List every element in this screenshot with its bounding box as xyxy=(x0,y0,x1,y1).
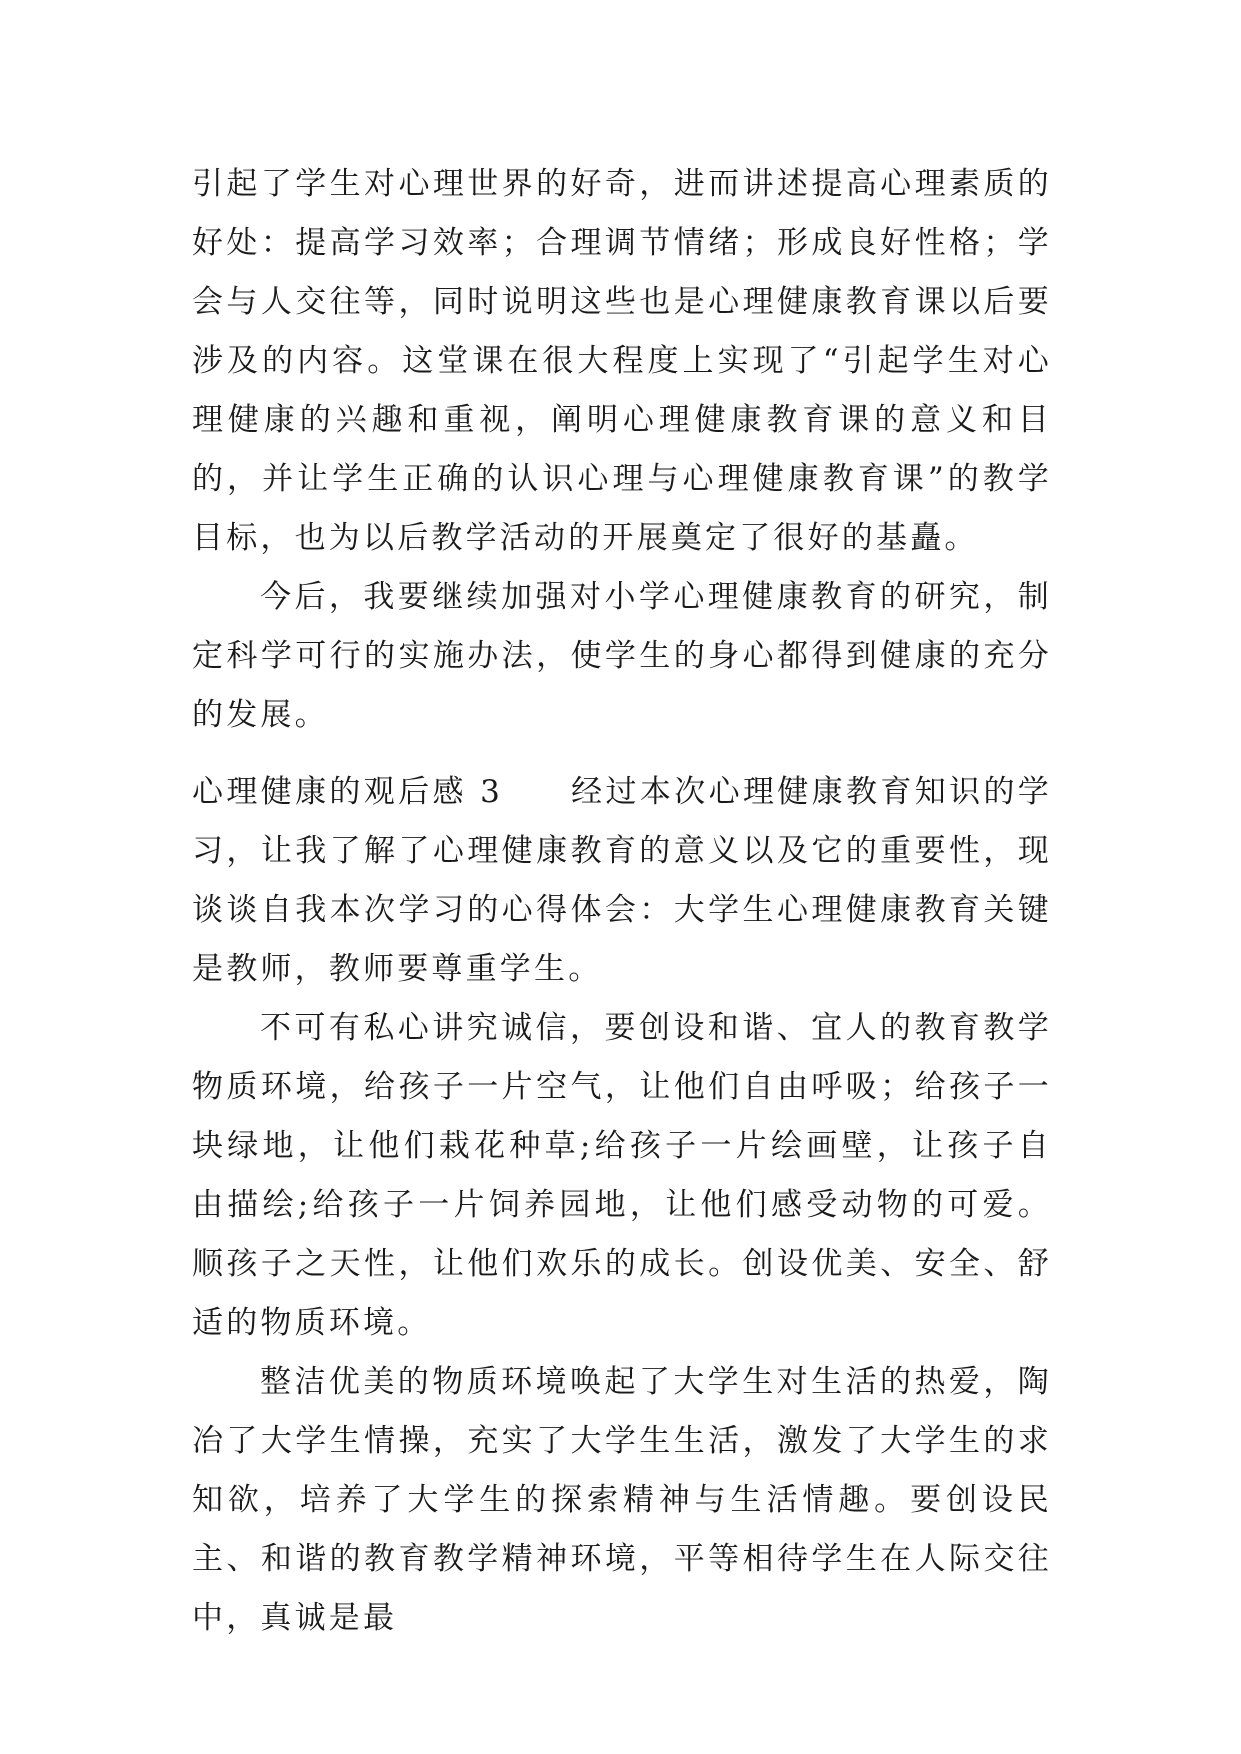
section-heading: 心理健康的观后感 3 xyxy=(192,774,503,810)
text-block-1 xyxy=(192,155,1052,745)
paragraph: 整洁优美的物质环境唤起了大学生对生活的热爱，陶冶了大学生情操，充实了大学生生活，激发了大学生的求知欲，培养了大学生的探索精神与生活情趣。要创设民主、和谐的教育教学精神环境，平等相待学生在人际交往中，真诚是最 xyxy=(192,1364,1052,1636)
text-block-2 xyxy=(192,763,1052,1648)
paragraph: 今后，我要继续加强对小学心理健康教育的研究，制定科学可行的实施办法，使学生的身心都得到健康的充分的发展。 xyxy=(192,579,1052,733)
paragraph: 不可有私心讲究诚信，要创设和谐、宜人的教育教学物质环境，给孩子一片空气，让他们自由呼吸；给孩子一块绿地，让他们栽花种草;给孩子一片绘画壁，让孩子自由描绘;给孩子一片饲养园地，让他们感受动物的可爱。顺孩子之天性，让他们欢乐的成长。创设优美、安全、舒适的物质环境。 xyxy=(192,1010,1052,1341)
paragraph: 引起了学生对心理世界的好奇，进而讲述提高心理素质的好处：提高学习效率；合理调节情绪；形成良好性格；学会与人交往等，同时说明这些也是心理健康教育课以后要涉及的内容。这堂课在很大程度上实现了“引起学生对心理健康的兴趣和重视，阐明心理健康教育课的意义和目的，并让学生正确的认识心理与心理健康教育课”的教学目标，也为以后教学活动的开展奠定了很好的基矗。 xyxy=(192,166,1052,556)
paragraph-text: 经过本次心理健康教育知识的学习，让我了解了心理健康教育的意义以及它的重要性，现谈谈自我本次学习的心得体会：大学生心理健康教育关键是教师，教师要尊重学生。 xyxy=(192,774,1052,987)
paragraph xyxy=(192,763,1052,999)
